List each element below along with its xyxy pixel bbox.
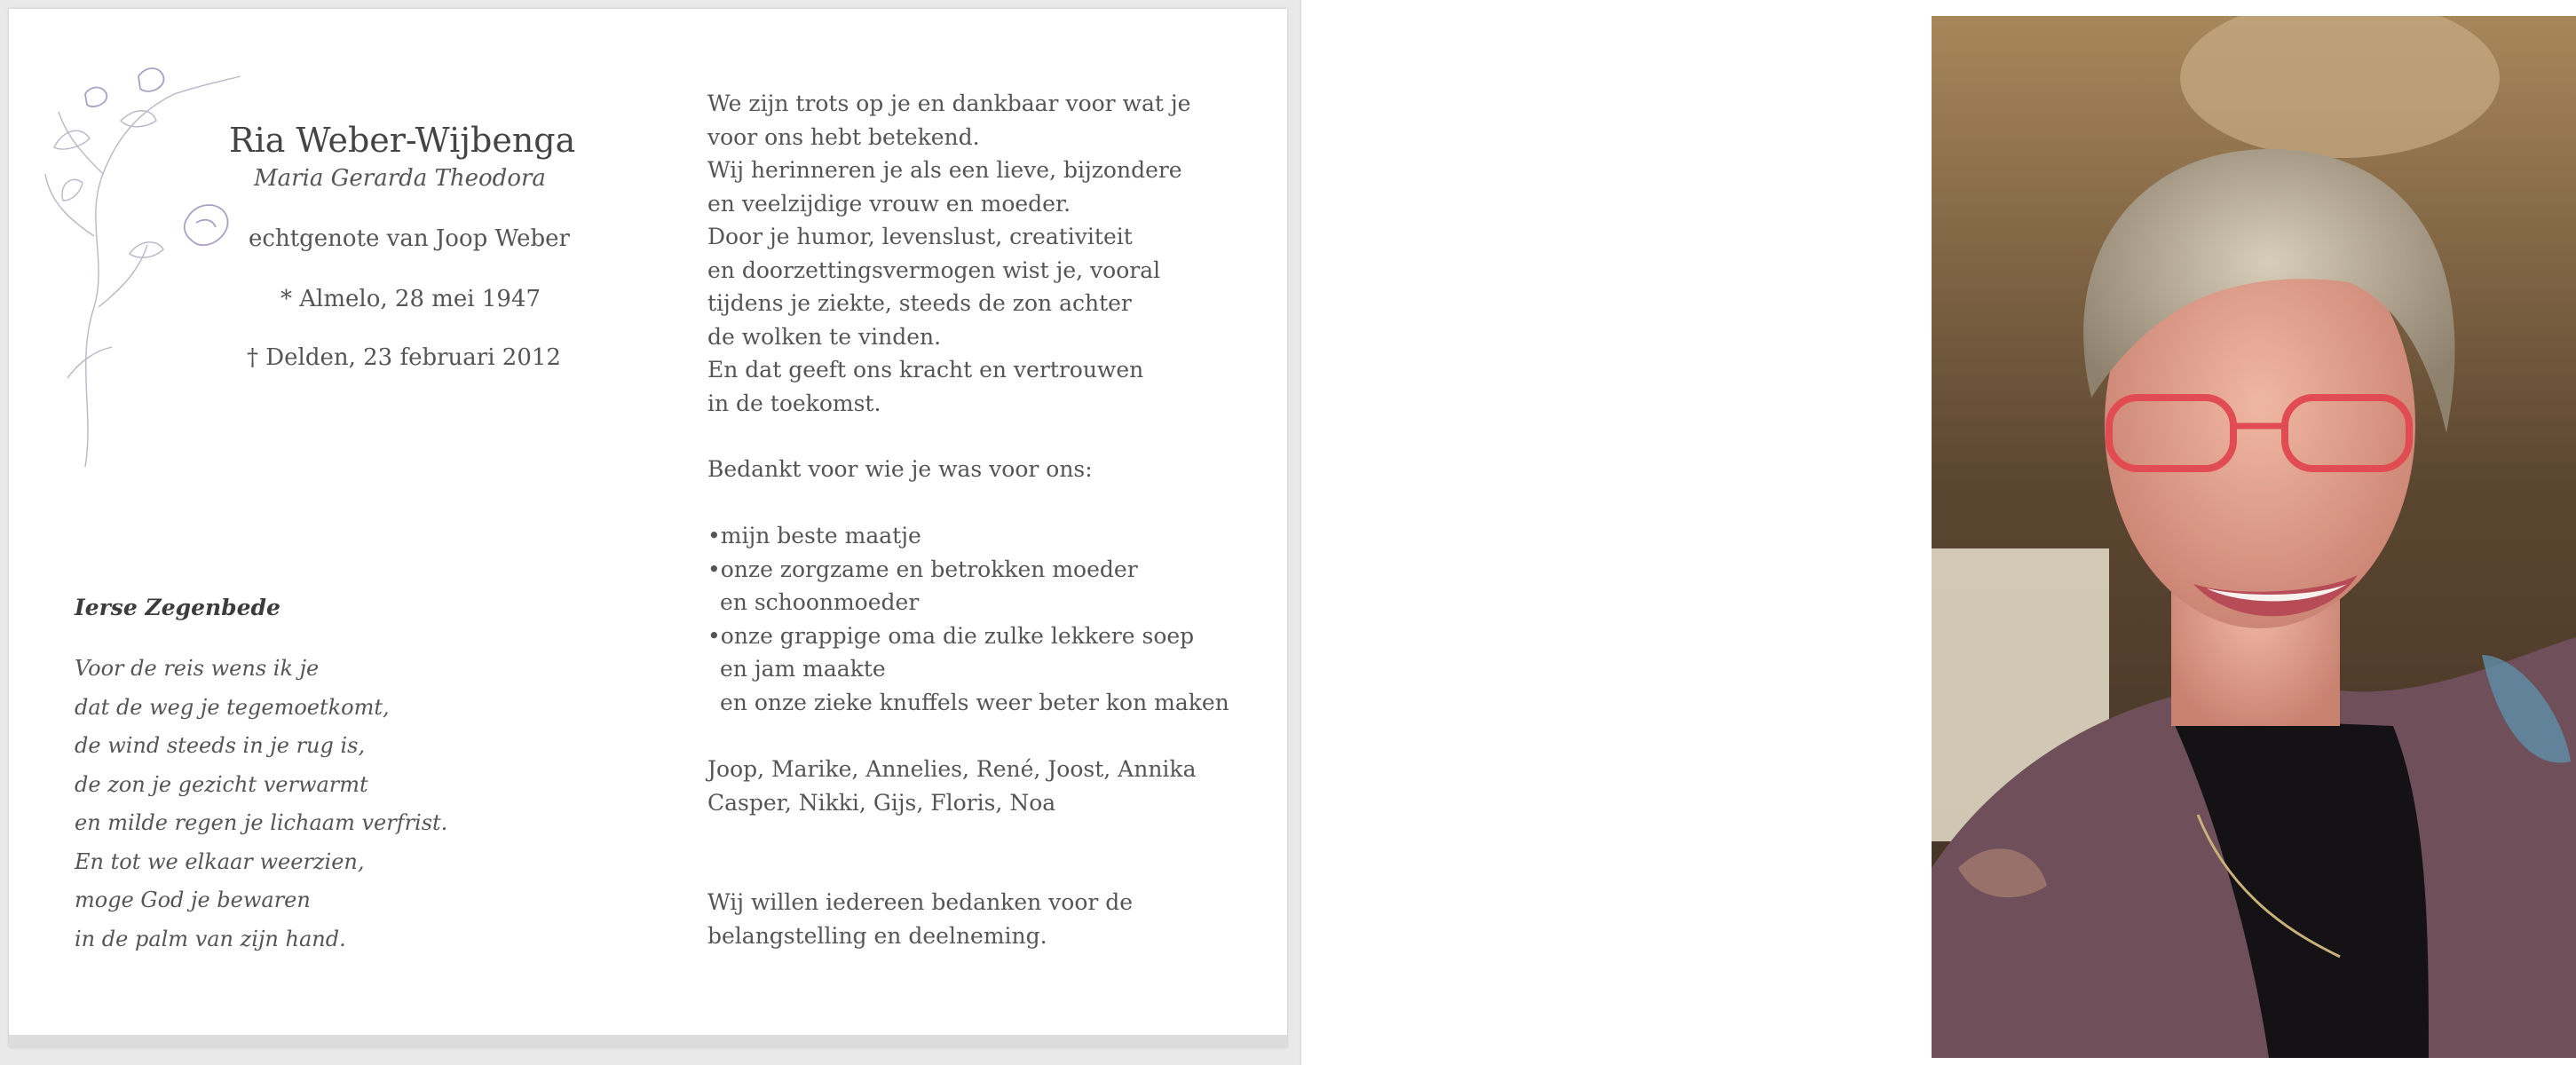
text-line: Joop, Marike, Annelies, René, Joost, Annika bbox=[707, 756, 1197, 782]
verse-line: in de palm van zijn hand. bbox=[75, 926, 346, 951]
text-line: in de toekomst. bbox=[707, 390, 881, 416]
verse-line: moge God je bewaren bbox=[75, 888, 311, 912]
card-edge bbox=[9, 1035, 1287, 1047]
bullet-line: en jam maakte bbox=[720, 656, 886, 682]
verse-line: de wind steeds in je rug is, bbox=[75, 733, 366, 758]
text-line: We zijn trots op je en dankbaar voor wat je bbox=[707, 91, 1191, 116]
thanks-heading bbox=[707, 453, 1093, 486]
text-line: Wij herinneren je als een lieve, bijzondere bbox=[707, 157, 1182, 183]
blessing-verse bbox=[75, 650, 447, 958]
verse-line: en milde regen je lichaam verfrist. bbox=[75, 810, 448, 835]
text-line: en veelzijdige vrouw en moeder. bbox=[707, 190, 1071, 217]
family-names bbox=[707, 753, 1196, 819]
verse-line: Voor de reis wens ik je bbox=[75, 656, 320, 681]
tribute-bullets bbox=[707, 519, 1229, 719]
spouse-line: echtgenote van Joop Weber bbox=[249, 225, 570, 252]
text-line: de wolken te vinden. bbox=[707, 323, 942, 350]
birth-date: * Almelo, 28 mei 1947 bbox=[281, 286, 541, 312]
text-line: Casper, Nikki, Gijs, Floris, Noa bbox=[707, 789, 1056, 816]
bullet-line: en onze zieke knuffels weer beter kon maken bbox=[720, 689, 1229, 715]
text-line: En dat geeft ons kracht en vertrouwen bbox=[707, 357, 1144, 383]
text-line: tijdens je ziekte, steeds de zon achter bbox=[707, 290, 1132, 316]
card-right-page bbox=[1301, 0, 2576, 1065]
text-line: Wij willen iedereen bedanken voor de bbox=[707, 889, 1134, 915]
bullet-line: •onze grappige oma die zulke lekkere soep bbox=[707, 622, 1195, 649]
floral-ornament-icon bbox=[32, 41, 245, 476]
verse-line: de zon je gezicht verwarmt bbox=[75, 771, 368, 797]
blessing-title: Ierse Zegenbede bbox=[75, 595, 281, 620]
bullet-line: en schoonmoeder bbox=[720, 589, 920, 615]
verse-line: dat de weg je tegemoetkomt, bbox=[75, 694, 390, 720]
text-line: belangstelling en deelneming. bbox=[707, 922, 1047, 949]
text-line: voor ons hebt betekend. bbox=[707, 123, 980, 150]
bullet-line: •onze zorgzame en betrokken moeder bbox=[707, 556, 1138, 582]
card-left-page bbox=[9, 9, 1287, 1047]
text-line: Door je humor, levenslust, creativiteit bbox=[707, 224, 1133, 249]
tribute-intro bbox=[707, 87, 1190, 420]
verse-line: En tot we elkaar weerzien, bbox=[75, 848, 365, 874]
given-names: Maria Gerarda Theodora bbox=[254, 165, 546, 192]
closing-thanks bbox=[707, 886, 1133, 952]
bullet-line: •mijn beste maatje bbox=[707, 523, 921, 548]
text-line: Bedankt voor wie je was voor ons: bbox=[707, 456, 1093, 482]
portrait-photo bbox=[1932, 16, 2576, 1058]
death-date: † Delden, 23 februari 2012 bbox=[247, 344, 561, 371]
deceased-name: Ria Weber-Wijbenga bbox=[229, 121, 576, 160]
text-line: en doorzettingsvermogen wist je, vooral bbox=[707, 256, 1161, 283]
